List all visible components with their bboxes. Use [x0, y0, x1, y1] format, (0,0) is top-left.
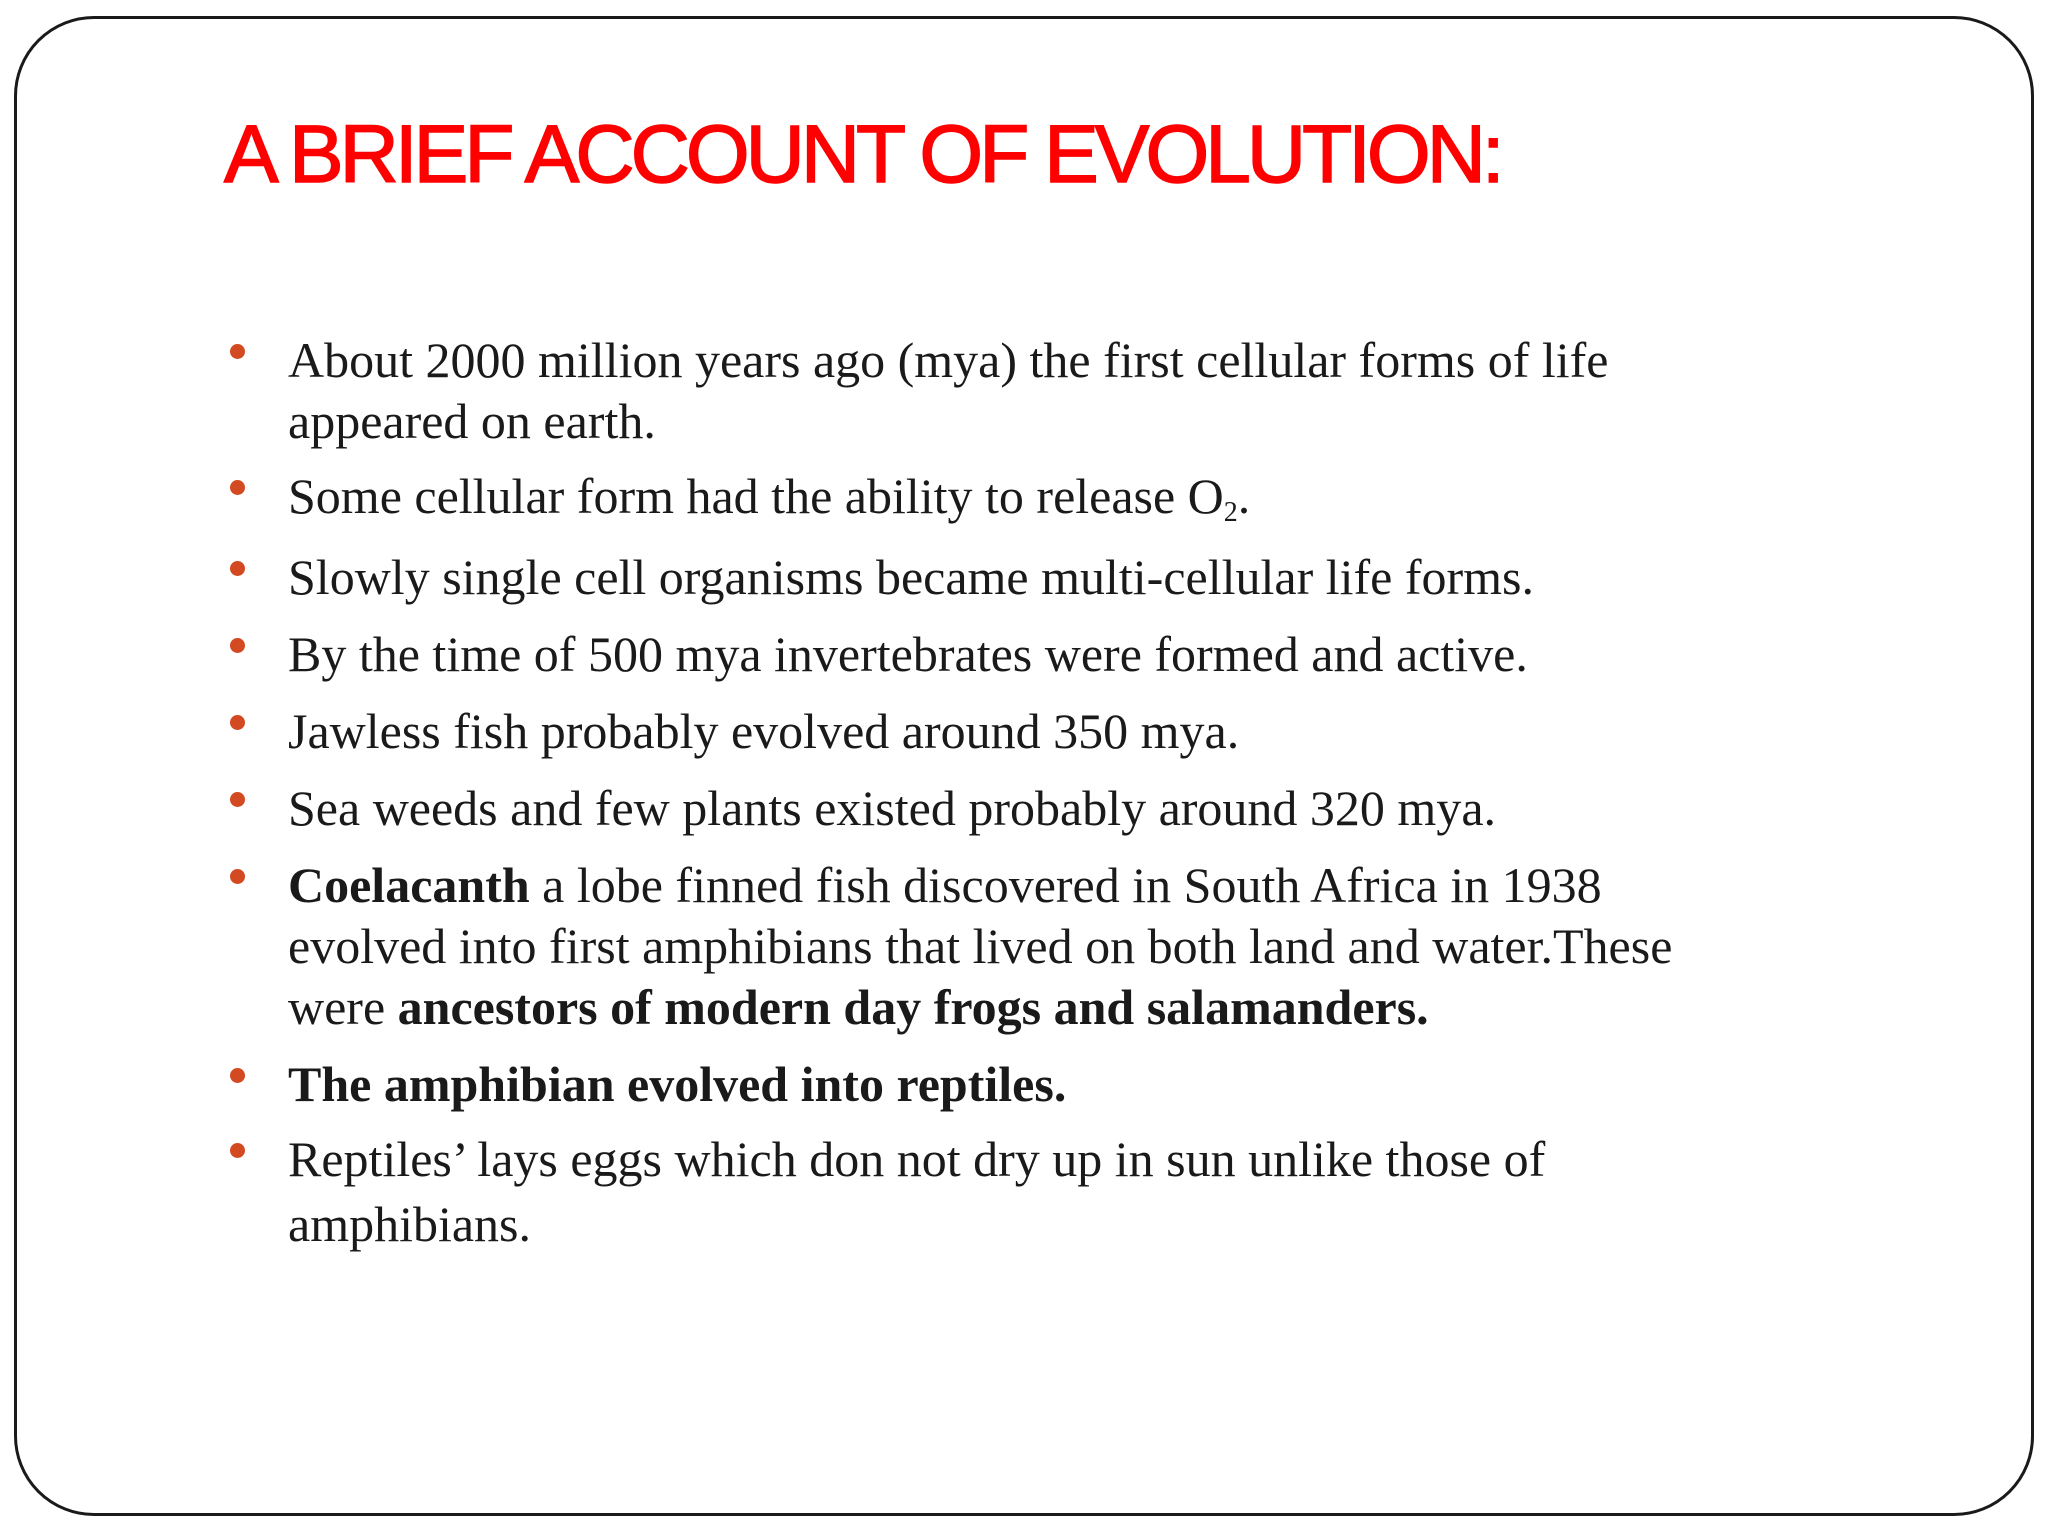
bullet-9-line-2: amphibians.: [288, 1196, 532, 1252]
bullet-dot-icon: [230, 480, 245, 495]
bullet-dot-icon: [230, 344, 245, 359]
bullet-dot-icon: [230, 869, 245, 884]
bullet-3-text: Slowly single cell organisms became multi-cellular life forms.: [288, 549, 1534, 605]
bullet-9-line-1: Reptiles’ lays eggs which don not dry up in sun unlike those of: [288, 1131, 1546, 1187]
bullet-dot-icon: [230, 1068, 245, 1083]
bullet-dot-icon: [230, 715, 245, 730]
bullet-item-4: [0, 624, 2048, 685]
bullet-item-3: [0, 547, 2048, 608]
bullet-dot-icon: [230, 561, 245, 576]
bullet-item-9: [0, 1129, 2048, 1255]
bullet-item-7: [0, 855, 2048, 1038]
bullet-6-text: Sea weeds and few plants existed probably around 320 mya.: [288, 780, 1497, 836]
bullet-list: [0, 330, 2048, 1255]
bullet-5-text: Jawless fish probably evolved around 350 mya.: [288, 703, 1240, 759]
bullet-8-bold-text: The amphibian evolved into reptiles.: [288, 1056, 1067, 1112]
bullet-2-subscript: 2: [1223, 497, 1238, 528]
bullet-dot-icon: [230, 638, 245, 653]
bullet-7-line-3-bold: ancestors of modern day frogs and salamanders.: [397, 979, 1429, 1035]
bullet-4-text: By the time of 500 mya invertebrates were formed and active.: [288, 626, 1528, 682]
bullet-7-line-2: evolved into first amphibians that lived on both land and water.These: [288, 918, 1673, 974]
bullet-item-5: [0, 701, 2048, 762]
bullet-item-2: [0, 466, 2048, 527]
bullet-item-8: [0, 1054, 2048, 1115]
bullet-7-line-1-rest: a lobe finned fish discovered in South Africa in 1938: [529, 857, 1602, 913]
bullet-2-suffix: .: [1237, 468, 1251, 524]
bullet-7-line-3-plain: were: [288, 979, 398, 1035]
bullet-1-line-2: appeared on earth.: [288, 393, 656, 449]
bullet-1-line-1: About 2000 million years ago (mya) the first cellular forms of life: [288, 332, 1609, 388]
bullet-dot-icon: [230, 792, 245, 807]
bullet-dot-icon: [230, 1143, 245, 1158]
bullet-item-1: [0, 330, 2048, 452]
bullet-7-bold-lead: Coelacanth: [288, 857, 530, 913]
bullet-2-text: Some cellular form had the ability to release O: [288, 468, 1224, 524]
bullet-item-6: [0, 778, 2048, 839]
slide-title: A BRIEF ACCOUNT OF EVOLUTION:: [224, 109, 1501, 200]
